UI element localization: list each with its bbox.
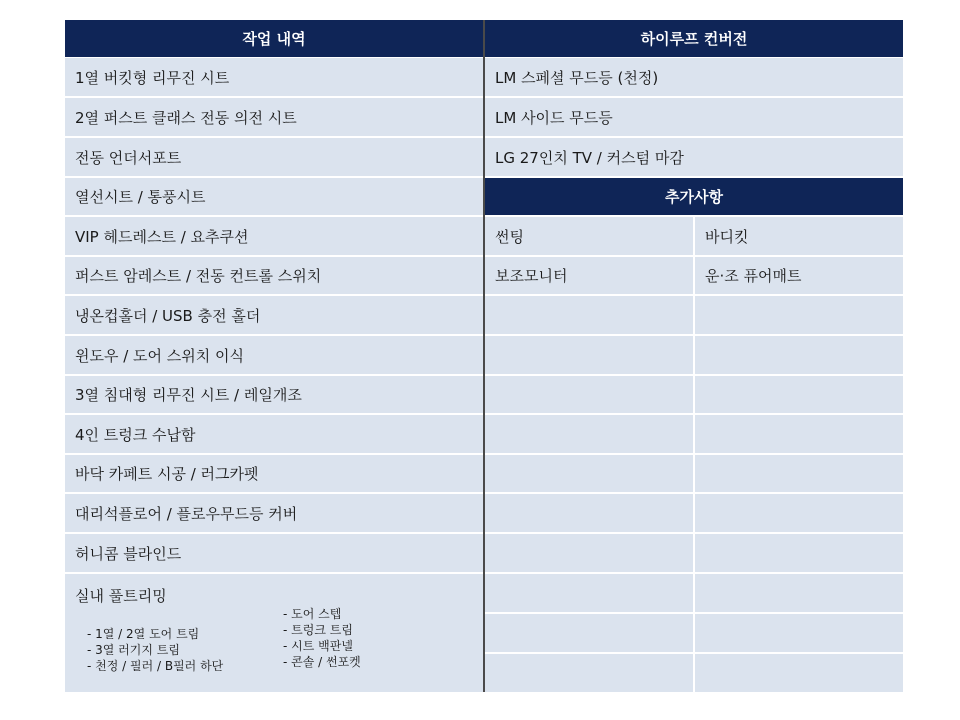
extra-item: 운·조 퓨어매트 [695, 257, 903, 294]
trim-title: 실내 풀트리밍 [75, 587, 167, 605]
extra-empty-cell [485, 376, 693, 413]
work-item: 냉온컵홀더 / USB 충전 홀더 [65, 296, 483, 334]
header-work: 작업 내역 [65, 20, 483, 57]
extra-empty-cell [485, 415, 693, 453]
trim-item: - 천정 / 필러 / B필러 하단 [87, 659, 224, 673]
extra-empty-cell [485, 614, 693, 652]
extra-empty-cell [485, 534, 693, 572]
trim-item: - 3열 러기지 트림 [87, 643, 180, 657]
work-item: 1열 버킷형 리무진 시트 [65, 58, 483, 96]
work-item: 전동 언더서포트 [65, 138, 483, 176]
extra-empty-cell [485, 455, 693, 492]
trim-item: - 1열 / 2열 도어 트림 [87, 627, 200, 641]
work-item: VIP 헤드레스트 / 요추쿠션 [65, 217, 483, 255]
extra-empty-cell [695, 296, 903, 334]
work-item: 3열 침대형 리무진 시트 / 레일개조 [65, 376, 483, 413]
work-item: 허니콤 블라인드 [65, 534, 483, 572]
trim-item: - 트렁크 트림 [283, 623, 353, 637]
extra-empty-cell [695, 455, 903, 492]
extra-empty-cell [695, 376, 903, 413]
extra-empty-cell [485, 494, 693, 532]
trim-right-list [283, 606, 361, 670]
trim-item: - 도어 스텝 [283, 607, 342, 621]
extra-empty-cell [695, 494, 903, 532]
convert-item: LG 27인치 TV / 커스텀 마감 [485, 138, 903, 176]
extra-item: 보조모니터 [485, 257, 693, 294]
work-item: 윈도우 / 도어 스위치 이식 [65, 336, 483, 374]
trim-item: - 시트 백판넬 [283, 639, 353, 653]
work-item: 대리석플로어 / 플로우무드등 커버 [65, 494, 483, 532]
trim-left-list [87, 626, 223, 674]
extra-empty-cell [485, 574, 693, 612]
extra-empty-cell [485, 296, 693, 334]
header-extra: 추가사항 [485, 178, 903, 215]
convert-item: LM 사이드 무드등 [485, 98, 903, 136]
extra-empty-cell [695, 336, 903, 374]
work-item: 바닥 카페트 시공 / 러그카펫 [65, 455, 483, 492]
trim-item: - 콘솔 / 썬포켓 [283, 655, 361, 669]
convert-item: LM 스페셜 무드등 (천정) [485, 58, 903, 96]
extra-empty-cell [695, 415, 903, 453]
trim-block [65, 574, 483, 692]
extra-empty-cell [695, 654, 903, 692]
extra-item: 썬팅 [485, 217, 693, 255]
work-item: 4인 트렁크 수납함 [65, 415, 483, 453]
work-item: 열선시트 / 통풍시트 [65, 178, 483, 215]
work-item: 퍼스트 암레스트 / 전동 컨트롤 스위치 [65, 257, 483, 294]
extra-empty-cell [485, 336, 693, 374]
header-convert: 하이루프 컨버전 [485, 20, 903, 57]
extra-empty-cell [695, 614, 903, 652]
extra-empty-cell [695, 534, 903, 572]
extra-item: 바디킷 [695, 217, 903, 255]
extra-empty-cell [485, 654, 693, 692]
work-item: 2열 퍼스트 클래스 전동 의전 시트 [65, 98, 483, 136]
extra-empty-cell [695, 574, 903, 612]
